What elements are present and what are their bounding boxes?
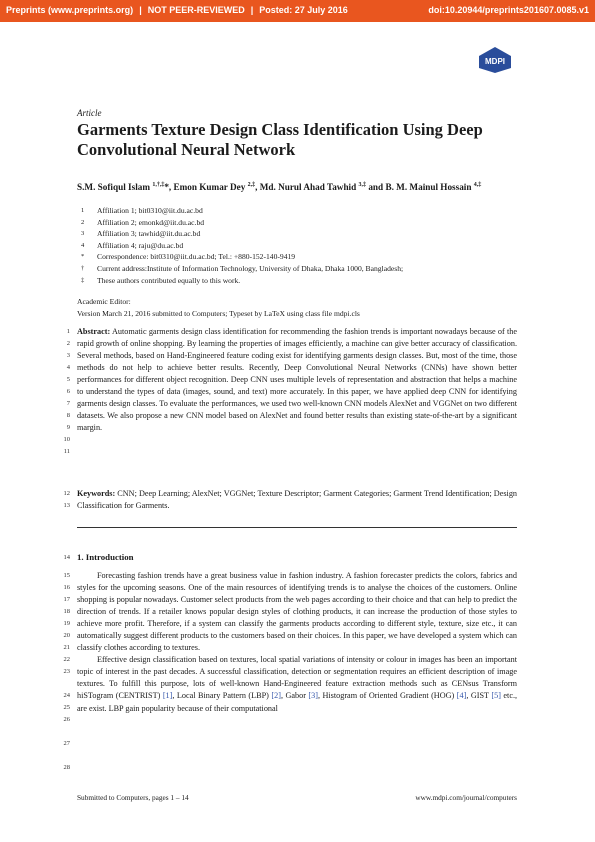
- line-number: 9: [66, 424, 70, 431]
- affiliation-item: [77, 205, 517, 217]
- affiliation-text: Affiliation 3; tawhid@iit.du.ac.bd: [97, 229, 201, 239]
- author-list: [77, 179, 517, 194]
- abstract-label: Abstract:: [77, 327, 111, 336]
- citation-link[interactable]: [3]: [308, 691, 318, 701]
- banner-separator: |: [250, 5, 254, 15]
- line-number: 3: [66, 352, 70, 359]
- citation-link[interactable]: [4]: [456, 691, 467, 701]
- line-number: 8: [66, 412, 70, 419]
- paragraph: [77, 654, 517, 714]
- line-number: 21: [63, 644, 70, 651]
- line-number: 12: [63, 490, 70, 497]
- line-number: 10: [63, 436, 70, 443]
- paragraph-text: , Histogram of Oriented Gradient (HOG): [317, 691, 455, 701]
- line-number: 18: [63, 608, 70, 615]
- journal-link[interactable]: www.mdpi.com/journal/computers: [415, 793, 517, 802]
- line-number: 22: [63, 656, 70, 663]
- affiliation-text: Affiliation 4; raju@du.ac.bd: [97, 240, 184, 250]
- line-number: 6: [66, 388, 70, 395]
- line-number: 27: [63, 740, 70, 747]
- affiliation-mark: †: [81, 264, 85, 272]
- keywords-text: CNN; Deep Learning; AlexNet; VGGNet; Texture Descriptor; Garment Categories; Garment Trend Identification; Design Classification for Garments.: [77, 489, 518, 510]
- address-item: [77, 263, 517, 275]
- affiliation-item: [77, 217, 517, 229]
- author-conjunction: and: [368, 182, 384, 193]
- footer-left: Submitted to Computers, pages 1 – 14: [77, 793, 189, 802]
- line-number: 13: [63, 502, 70, 509]
- line-number: 26: [63, 716, 70, 723]
- logo-text: MDPI: [485, 57, 505, 66]
- author-sup: 2,‡: [247, 182, 256, 188]
- academic-editor: Academic Editor:: [77, 297, 131, 306]
- affiliation-mark: ‡: [81, 276, 85, 284]
- author-suffix: ,: [255, 182, 258, 193]
- citation-link[interactable]: [1]: [162, 691, 173, 701]
- keywords-label: Keywords:: [77, 489, 116, 498]
- author-name: S.M. Sofiqul Islam: [77, 182, 151, 193]
- body-text: [77, 570, 517, 715]
- affiliation-mark: 3: [81, 230, 85, 238]
- author-name: Md. Nurul Ahad Tawhid: [259, 182, 357, 193]
- paragraph-text: , Local Binary Pattern (LBP): [172, 691, 269, 701]
- line-number: 7: [66, 400, 70, 407]
- page-title: Garments Texture Design Class Identification Using Deep Convolutional Neural Network: [77, 120, 483, 159]
- affiliation-list: [77, 205, 517, 286]
- line-number: 14: [63, 554, 70, 561]
- preprints-link[interactable]: Preprints (www.preprints.org): [6, 5, 134, 15]
- mdpi-logo-icon: [476, 46, 514, 74]
- banner-separator: |: [139, 5, 142, 15]
- abstract: [77, 326, 517, 434]
- line-number: 28: [63, 764, 70, 771]
- author-name: B. M. Mainul Hossain: [385, 182, 472, 193]
- author-sup: 1,†,‡: [152, 182, 165, 188]
- citation-link[interactable]: [5]: [491, 691, 501, 701]
- banner-left: [6, 5, 348, 15]
- line-number: 16: [63, 584, 70, 591]
- affiliation-item: [77, 228, 517, 240]
- section-heading: 1. Introduction: [77, 552, 134, 562]
- line-number: 23: [63, 668, 70, 675]
- author-sup: 3,‡: [358, 182, 367, 188]
- line-number: 5: [66, 376, 70, 383]
- author-suffix: *,: [164, 182, 172, 193]
- author-sup: 4,‡: [473, 182, 482, 188]
- affiliation-mark: 2: [81, 218, 85, 226]
- contribution-note: [77, 275, 517, 287]
- line-number: 25: [63, 704, 70, 711]
- citation-link[interactable]: [2]: [271, 691, 281, 701]
- line-number: 15: [63, 572, 70, 579]
- version-line: Version March 21, 2016 submitted to Computers; Typeset by LaTeX using class file mdpi.cls: [77, 308, 360, 318]
- line-number: 11: [63, 448, 70, 455]
- line-number: 2: [66, 340, 70, 347]
- author-name: Emon Kumar Dey: [173, 182, 246, 193]
- paragraph-text: , Gabor: [280, 691, 306, 701]
- abstract-text: Automatic garments design class identification for recommending the fashion trends is important nowadays because of the rapid growth of online shopping. By learning the properties of images efficiently, a machine can give better accuracy of classification. Several methods, based on Hand-Engineered feature coding exist for identifying garments design classes. But, most of the time, those methods do not help to achieve better results. Recently, Deep Convolutional Neural Networks (CNNs) have shown better performances for different object recognition. Deep CNN uses multiple levels of representation and abstraction that helps a machine to understand the types of data (images, sound, and text) more accurately. In this paper, we have applied deep CNN for identifying garments design classes. To evaluate the performances, we used two well-known CNN models AlexNet and VGGNet on two different datasets. We also propose a new CNN model based on AlexNet and found better results than existing state-of-the-art by a significant margin.: [77, 327, 517, 433]
- affiliation-text: Affiliation 2; emonkd@iit.du.ac.bd: [97, 217, 205, 227]
- correspondence-item: [77, 251, 517, 263]
- affiliation-mark: 4: [81, 241, 85, 249]
- address-text: Current address:Institute of Information Technology, University of Dhaka, Dhaka 1000, Bangladesh;: [97, 263, 404, 273]
- affiliation-text: Affiliation 1; bit0310@iit.du.ac.bd: [97, 206, 203, 215]
- preprint-banner: [0, 0, 595, 22]
- section-divider: [77, 527, 517, 528]
- line-number: 19: [63, 620, 70, 627]
- affiliation-mark: 1: [81, 207, 85, 214]
- line-number: 1: [66, 328, 70, 335]
- paragraph: Forecasting fashion trends have a great business value in fashion industry. A fashion forecaster predicts the colors, fabrics and styles for the upcoming seasons. One of the main resources of identifying trends is to analyse the choices of the customers. Online shopping is popular nowadays. Customer select products from the web pages according to their choice and that can help to predict the direction of trends. If a retailer knows popular design styles of clothing products, it can increase the production of those styles to achieve more profit. Therefore, if a system can classify the garments products according to different style, texture, size etc., it can automatically suggest different products to the customers based on their choices. In this paper, we have developed a system which can classify clothes according to textures.: [77, 571, 517, 653]
- line-number: 17: [63, 596, 70, 603]
- correspondence-text: Correspondence: bit0310@iit.du.ac.bd; Tel.: +880-152-140-9419: [97, 252, 296, 262]
- article-type: Article: [77, 108, 102, 118]
- paragraph-text: , GIST: [466, 691, 489, 701]
- keywords: [77, 488, 517, 512]
- affiliation-mark: *: [81, 253, 85, 261]
- contribution-text: These authors contributed equally to this work.: [97, 275, 241, 285]
- paragraph-text: Effective design classification based on textures, local spatial variations of intensity or colour in images has been an important topic of interest in the past decades. A successful classification, detection or segmentation requires an efficient description of image textures. To fulfill this purpose, lots of well-known Hand-Engineered feature extraction methods such as CENsus Transform hiSTogram (CENTRIST): [77, 655, 517, 701]
- affiliation-item: [77, 240, 517, 252]
- posted-date: Posted: 27 July 2016: [259, 5, 348, 15]
- line-number: 4: [66, 364, 70, 371]
- line-number: 20: [63, 632, 70, 639]
- line-number: 24: [63, 692, 70, 699]
- paragraph-text: etc., are exist. LBP gain popularity because of their computational: [77, 691, 518, 713]
- doi-link[interactable]: doi:10.20944/preprints201607.0085.v1: [428, 5, 589, 15]
- article-meta: [77, 296, 360, 319]
- not-peer-reviewed-label: NOT PEER-REVIEWED: [147, 5, 245, 15]
